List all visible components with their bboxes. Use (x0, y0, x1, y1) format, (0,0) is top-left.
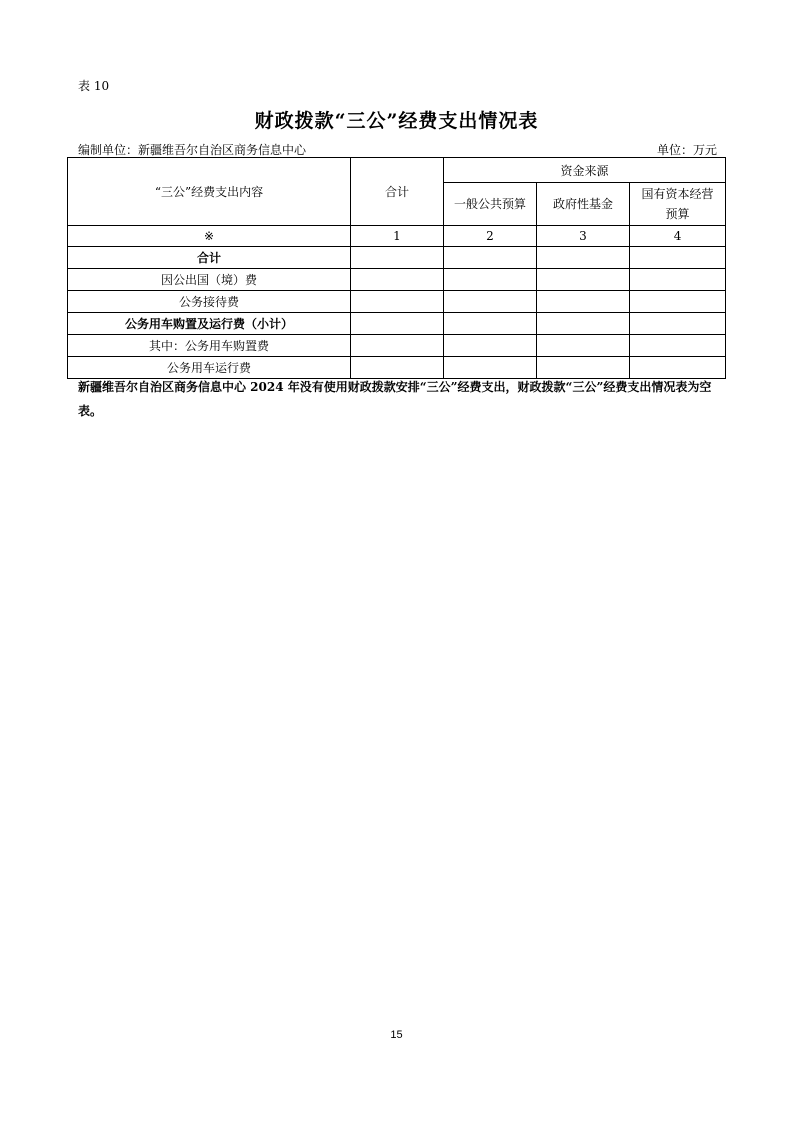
number-cell: 1 (351, 226, 444, 247)
row-label: 公务用车运行费 (68, 357, 351, 379)
table-number-label: 表 10 (78, 79, 110, 93)
table-row-overseas-travel (68, 269, 726, 291)
row-label: 合计 (68, 247, 351, 269)
document-title: 财政拨款“三公”经费支出情况表 (254, 110, 539, 132)
value-cell (444, 247, 537, 269)
currency-unit: 单位：万元 (656, 143, 717, 157)
value-cell (351, 335, 444, 357)
value-cell (537, 313, 630, 335)
value-cell (444, 313, 537, 335)
compiling-unit: 编制单位：新疆维吾尔自治区商务信息中心 (78, 143, 307, 157)
value-cell (630, 313, 726, 335)
header-state-capital-budget (630, 183, 726, 226)
row-label: 因公出国（境）费 (68, 269, 351, 291)
value-cell (537, 335, 630, 357)
value-cell (630, 269, 726, 291)
table-row-vehicle-purchase (68, 335, 726, 357)
value-cell (630, 291, 726, 313)
value-cell (444, 269, 537, 291)
value-cell (351, 247, 444, 269)
table-row-reception (68, 291, 726, 313)
three-public-expenses-table (67, 157, 726, 379)
number-cell: 2 (444, 226, 537, 247)
value-cell (351, 291, 444, 313)
number-cell: ※ (68, 226, 351, 247)
header-state-capital-budget-line2: 预算 (665, 207, 690, 221)
header-general-public-budget: 一般公共预算 (444, 183, 537, 226)
row-label: 公务用车购置及运行费（小计） (68, 313, 351, 335)
value-cell (630, 247, 726, 269)
value-cell (444, 291, 537, 313)
value-cell (351, 313, 444, 335)
header-funding-source: 资金来源 (444, 158, 726, 183)
header-government-fund: 政府性基金 (537, 183, 630, 226)
header-total: 合计 (351, 158, 444, 226)
value-cell (444, 335, 537, 357)
row-label: 公务接待费 (68, 291, 351, 313)
header-state-capital-budget-line1: 国有资本经营 (641, 187, 714, 201)
table-header-row (68, 158, 726, 183)
value-cell (537, 247, 630, 269)
row-label: 其中：公务用车购置费 (68, 335, 351, 357)
empty-table-note: 新疆维吾尔自治区商务信息中心 2024 年没有使用财政拨款安排“三公”经费支出，财政拨款“三公”经费支出情况表为空表。 (78, 380, 712, 418)
value-cell (537, 269, 630, 291)
value-cell (630, 335, 726, 357)
column-number-row (68, 226, 726, 247)
table-row-total (68, 247, 726, 269)
number-cell: 3 (537, 226, 630, 247)
value-cell (351, 269, 444, 291)
page-number: 15 (390, 1029, 403, 1041)
table-row-vehicle-subtotal (68, 313, 726, 335)
header-expense-item: “三公”经费支出内容 (68, 158, 351, 226)
value-cell (537, 291, 630, 313)
number-cell: 4 (630, 226, 726, 247)
